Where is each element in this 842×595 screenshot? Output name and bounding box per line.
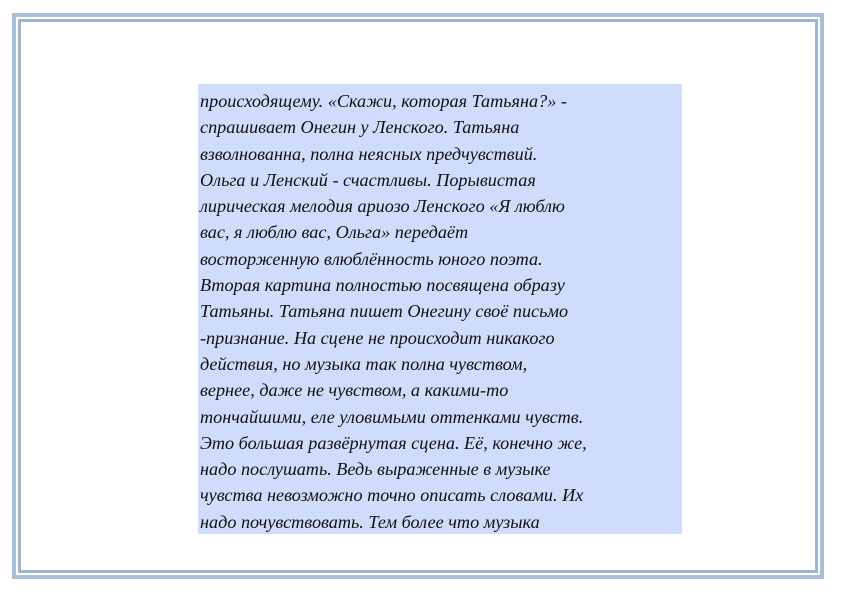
text-line-6: вас, я люблю вас, Ольга» передаёт xyxy=(200,222,469,243)
text-line-15: надо послушать. Ведь выраженные в музыке xyxy=(200,459,551,480)
text-line-10: -признание. На сцене не происходит никакого xyxy=(200,327,555,348)
text-line-14: Это большая развёрнутая сцена. Её, конечно же, xyxy=(200,432,587,453)
text-line-5: лирическая мелодия ариозо Ленского «Я люблю xyxy=(200,196,565,217)
text-line-11: действия, но музыка так полна чувством, xyxy=(200,353,528,374)
text-line-13: тончайшими, еле уловимыми оттенками чувств. xyxy=(200,406,584,427)
text-line-12: вернее, даже не чувством, а какими-то xyxy=(200,380,509,401)
text-line-8: Вторая картина полностью посвящена образу xyxy=(200,275,565,296)
text-line-4: Ольга и Ленский - счастливы. Порывистая xyxy=(200,169,536,190)
text-line-9: Татьяны. Татьяна пишет Онегину своё письмо xyxy=(200,301,569,322)
text-line-16: чувства невозможно точно описать словами. Их xyxy=(200,485,584,506)
text-line-7: восторженную влюблённость юного поэта. xyxy=(200,248,543,269)
text-line-17: надо почувствовать. Тем более что музыка xyxy=(200,511,540,532)
text-line-3: взволнованна, полна неясных предчувствий. xyxy=(200,143,538,164)
text-block xyxy=(198,84,682,534)
text-line-1: происходящему. «Скажи, которая Татьяна?» - xyxy=(200,91,567,111)
text-line-2: спрашивает Онегин у Ленского. Татьяна xyxy=(200,117,520,138)
